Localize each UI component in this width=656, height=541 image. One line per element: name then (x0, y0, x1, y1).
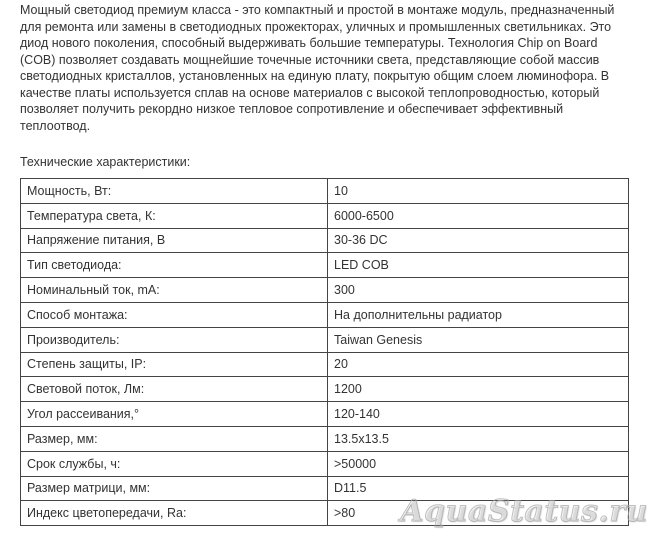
spec-value: >50000 (328, 451, 629, 476)
spec-value: На дополнительны радиатор (328, 302, 629, 327)
watermark: AquaStatus.ru (400, 494, 648, 529)
spec-value: 1200 (328, 377, 629, 402)
spec-value: Taiwan Genesis (328, 327, 629, 352)
spec-label: Размер матрици, мм: (21, 476, 328, 501)
specs-heading: Технические характеристики: (20, 155, 191, 169)
specs-table (20, 178, 629, 526)
spec-label: Способ монтажа: (21, 302, 328, 327)
spec-label: Мощность, Вт: (21, 179, 328, 204)
spec-label: Степень защиты, IP: (21, 352, 328, 377)
table-row (21, 377, 629, 402)
spec-label: Световой поток, Лм: (21, 377, 328, 402)
spec-label: Номинальный ток, mA: (21, 278, 328, 303)
table-row (21, 179, 629, 204)
spec-value: 300 (328, 278, 629, 303)
table-row (21, 278, 629, 303)
spec-label: Размер, мм: (21, 426, 328, 451)
spec-value: LED COB (328, 253, 629, 278)
table-row (21, 426, 629, 451)
table-row (21, 228, 629, 253)
spec-label: Угол рассеивания,° (21, 402, 328, 427)
spec-value: 13.5x13.5 (328, 426, 629, 451)
table-row (21, 451, 629, 476)
spec-value: 20 (328, 352, 629, 377)
table-row (21, 327, 629, 352)
table-row (21, 352, 629, 377)
spec-label: Индекс цветопередачи, Ra: (21, 501, 328, 526)
table-row (21, 501, 629, 526)
spec-value: D11.5 (328, 476, 629, 501)
table-row (21, 476, 629, 501)
spec-value: 30-36 DC (328, 228, 629, 253)
spec-label: Тип светодиода: (21, 253, 328, 278)
spec-label: Температура света, К: (21, 203, 328, 228)
spec-label: Напряжение питания, В (21, 228, 328, 253)
spec-value: 10 (328, 179, 629, 204)
spec-value: >80 (328, 501, 629, 526)
product-description: Мощный светодиод премиум класса - это компактный и простой в монтаже модуль, предназначенный для ремонта или замены в светодиодных прожекторах, уличных и промышленных светильниках. Это диод нового поколения, способный выдерживать большие температуры. Технология Chip on Board (COB) позволяет создавать мощнейшие точечные источники света, представляющие собой массив светодиодных кристаллов, установленных на единую плату, покрытую общим слоем люминофора. В качестве платы используется сплав на основе материалов с высокой теплопроводностью, который позволяет получить рекордно низкое тепловое сопротивление и обеспечивает эффективный теплоотвод. (20, 3, 615, 133)
table-row (21, 402, 629, 427)
table-row (21, 203, 629, 228)
spec-value: 120-140 (328, 402, 629, 427)
table-row (21, 253, 629, 278)
table-row (21, 302, 629, 327)
spec-label: Срок службы, ч: (21, 451, 328, 476)
spec-label: Производитель: (21, 327, 328, 352)
spec-value: 6000-6500 (328, 203, 629, 228)
product-description-block (20, 2, 636, 134)
